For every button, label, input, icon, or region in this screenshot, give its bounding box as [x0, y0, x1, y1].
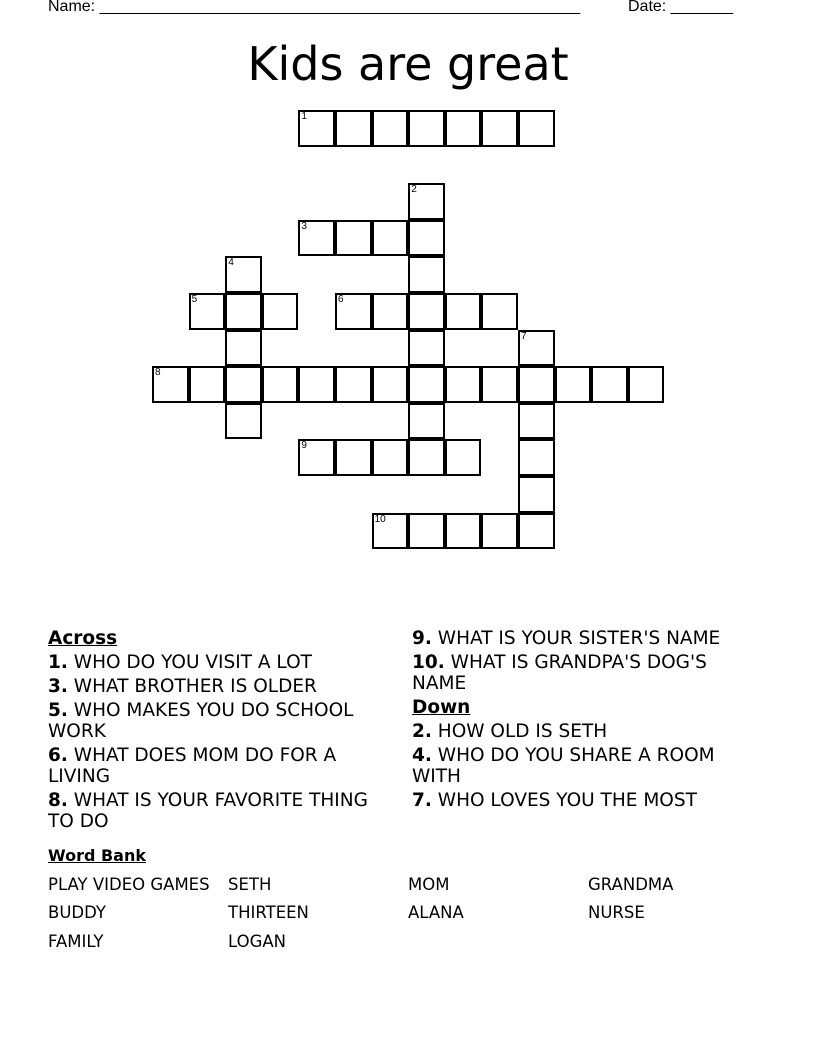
- grid-cell[interactable]: [335, 110, 372, 147]
- grid-cell[interactable]: [298, 439, 335, 476]
- puzzle-title: Kids are great: [247, 37, 569, 91]
- clue-text: WHO DO YOU VISIT A LOT: [67, 652, 312, 673]
- clue-across-8: [48, 790, 388, 832]
- grid-cell[interactable]: [518, 330, 555, 367]
- name-field-label: Name: ______________________________________________________: [48, 0, 581, 15]
- grid-cell[interactable]: [225, 293, 262, 330]
- grid-cell[interactable]: [408, 293, 445, 330]
- word-bank-item: MOM: [408, 875, 450, 894]
- grid-cell[interactable]: [335, 220, 372, 257]
- clue-text: WHAT IS YOUR SISTER'S NAME: [431, 628, 721, 649]
- clue-text: WHO DO YOU SHARE A ROOM WITH: [412, 745, 715, 787]
- clue-down-7: [412, 790, 752, 811]
- grid-cell[interactable]: [408, 439, 445, 476]
- word-bank-item: PLAY VIDEO GAMES: [48, 875, 210, 894]
- clue-across-10: [412, 652, 752, 694]
- grid-cell[interactable]: [445, 439, 482, 476]
- word-bank-item: SETH: [228, 875, 272, 894]
- clue-text: WHO MAKES YOU DO SCHOOL WORK: [48, 700, 354, 742]
- grid-cell[interactable]: [408, 330, 445, 367]
- grid-cell[interactable]: [335, 366, 372, 403]
- clue-across-5: [48, 700, 388, 742]
- grid-cell[interactable]: [408, 403, 445, 440]
- cell-number: 5: [191, 294, 198, 305]
- cell-number: 10: [374, 513, 386, 525]
- grid-cell[interactable]: [262, 293, 299, 330]
- grid-cell[interactable]: [518, 476, 555, 513]
- clue-number: 1.: [48, 652, 68, 673]
- cell-number: 8: [155, 367, 161, 379]
- clue-across-6: [48, 745, 388, 787]
- grid-cell[interactable]: [445, 293, 482, 330]
- grid-cell[interactable]: [518, 366, 555, 403]
- grid-cell[interactable]: [298, 220, 335, 257]
- clue-text: HOW OLD IS SETH: [431, 721, 608, 742]
- grid-cell[interactable]: [335, 439, 372, 476]
- cell-number: 9: [301, 440, 307, 452]
- word-bank-item: ALANA: [408, 903, 464, 922]
- grid-cell[interactable]: [408, 220, 445, 257]
- grid-cell[interactable]: [445, 366, 482, 403]
- clue-text: WHO LOVES YOU THE MOST: [431, 790, 697, 811]
- grid-cell[interactable]: [225, 330, 262, 367]
- word-bank-item: GRANDMA: [588, 875, 674, 894]
- across-heading: Across: [48, 628, 118, 649]
- grid-cell[interactable]: [408, 110, 445, 147]
- cell-number: 2: [411, 184, 417, 196]
- grid-cell[interactable]: [518, 439, 555, 476]
- grid-cell[interactable]: [262, 366, 299, 403]
- grid-cell[interactable]: [628, 366, 665, 403]
- grid-cell[interactable]: [189, 366, 226, 403]
- grid-cell[interactable]: [481, 293, 518, 330]
- grid-cell[interactable]: [518, 513, 555, 550]
- clue-number: 7.: [412, 790, 432, 811]
- clue-text: WHAT DOES MOM DO FOR A LIVING: [48, 745, 337, 787]
- grid-cell[interactable]: [189, 293, 226, 330]
- grid-cell[interactable]: [298, 366, 335, 403]
- grid-cell[interactable]: [445, 110, 482, 147]
- grid-cell[interactable]: [591, 366, 628, 403]
- grid-cell[interactable]: [408, 256, 445, 293]
- grid-cell[interactable]: [372, 439, 409, 476]
- grid-cell[interactable]: [445, 513, 482, 550]
- grid-cell[interactable]: [335, 293, 372, 330]
- grid-cell[interactable]: [372, 293, 409, 330]
- word-bank-item: BUDDY: [48, 903, 106, 922]
- clue-number: 2.: [412, 721, 432, 742]
- grid-cell[interactable]: [372, 513, 409, 550]
- word-bank-item: THIRTEEN: [228, 903, 309, 922]
- clue-number: 5.: [48, 700, 68, 721]
- cell-number: 3: [301, 220, 307, 232]
- grid-cell[interactable]: [408, 366, 445, 403]
- word-bank-item: FAMILY: [48, 932, 104, 951]
- clue-across-3: [48, 676, 388, 697]
- cell-number: 7: [521, 330, 527, 342]
- cell-number: 1: [301, 111, 307, 122]
- clue-number: 9.: [412, 628, 432, 649]
- down-heading: Down: [412, 697, 471, 718]
- clues-column-left: [48, 628, 388, 835]
- clue-across-9: [412, 628, 752, 649]
- grid-cell[interactable]: [408, 513, 445, 550]
- grid-cell[interactable]: [298, 110, 335, 147]
- clue-number: 8.: [48, 790, 68, 811]
- grid-cell[interactable]: [518, 403, 555, 440]
- grid-cell[interactable]: [225, 256, 262, 293]
- word-bank-item: NURSE: [588, 903, 645, 922]
- date-field-label: Date: _______: [628, 0, 733, 15]
- clue-down-2: [412, 721, 752, 742]
- word-bank-title: Word Bank: [48, 846, 147, 865]
- grid-cell[interactable]: [372, 366, 409, 403]
- clue-down-4: [412, 745, 752, 787]
- grid-cell[interactable]: [225, 403, 262, 440]
- grid-cell[interactable]: [481, 513, 518, 550]
- clues-column-right: [412, 628, 752, 814]
- cell-number: 6: [338, 294, 344, 305]
- clue-across-1: [48, 652, 388, 673]
- grid-cell[interactable]: [152, 366, 189, 403]
- grid-cell[interactable]: [518, 110, 555, 147]
- grid-cell[interactable]: [481, 110, 518, 147]
- clue-text: WHAT IS GRANDPA'S DOG'S NAME: [412, 652, 707, 694]
- clue-text: WHAT IS YOUR FAVORITE THING TO DO: [48, 790, 368, 832]
- cell-number: 4: [228, 257, 234, 269]
- grid-cell[interactable]: [372, 220, 409, 257]
- clue-number: 4.: [412, 745, 432, 766]
- grid-cell[interactable]: [225, 366, 262, 403]
- clue-text: WHAT BROTHER IS OLDER: [67, 676, 317, 697]
- word-bank-item: LOGAN: [228, 932, 287, 951]
- grid-cell[interactable]: [408, 183, 445, 220]
- clue-number: 3.: [48, 676, 68, 697]
- grid-cell[interactable]: [481, 366, 518, 403]
- grid-cell[interactable]: [555, 366, 592, 403]
- grid-cell[interactable]: [372, 110, 409, 147]
- clue-number: 10.: [412, 652, 445, 673]
- clue-number: 6.: [48, 745, 68, 766]
